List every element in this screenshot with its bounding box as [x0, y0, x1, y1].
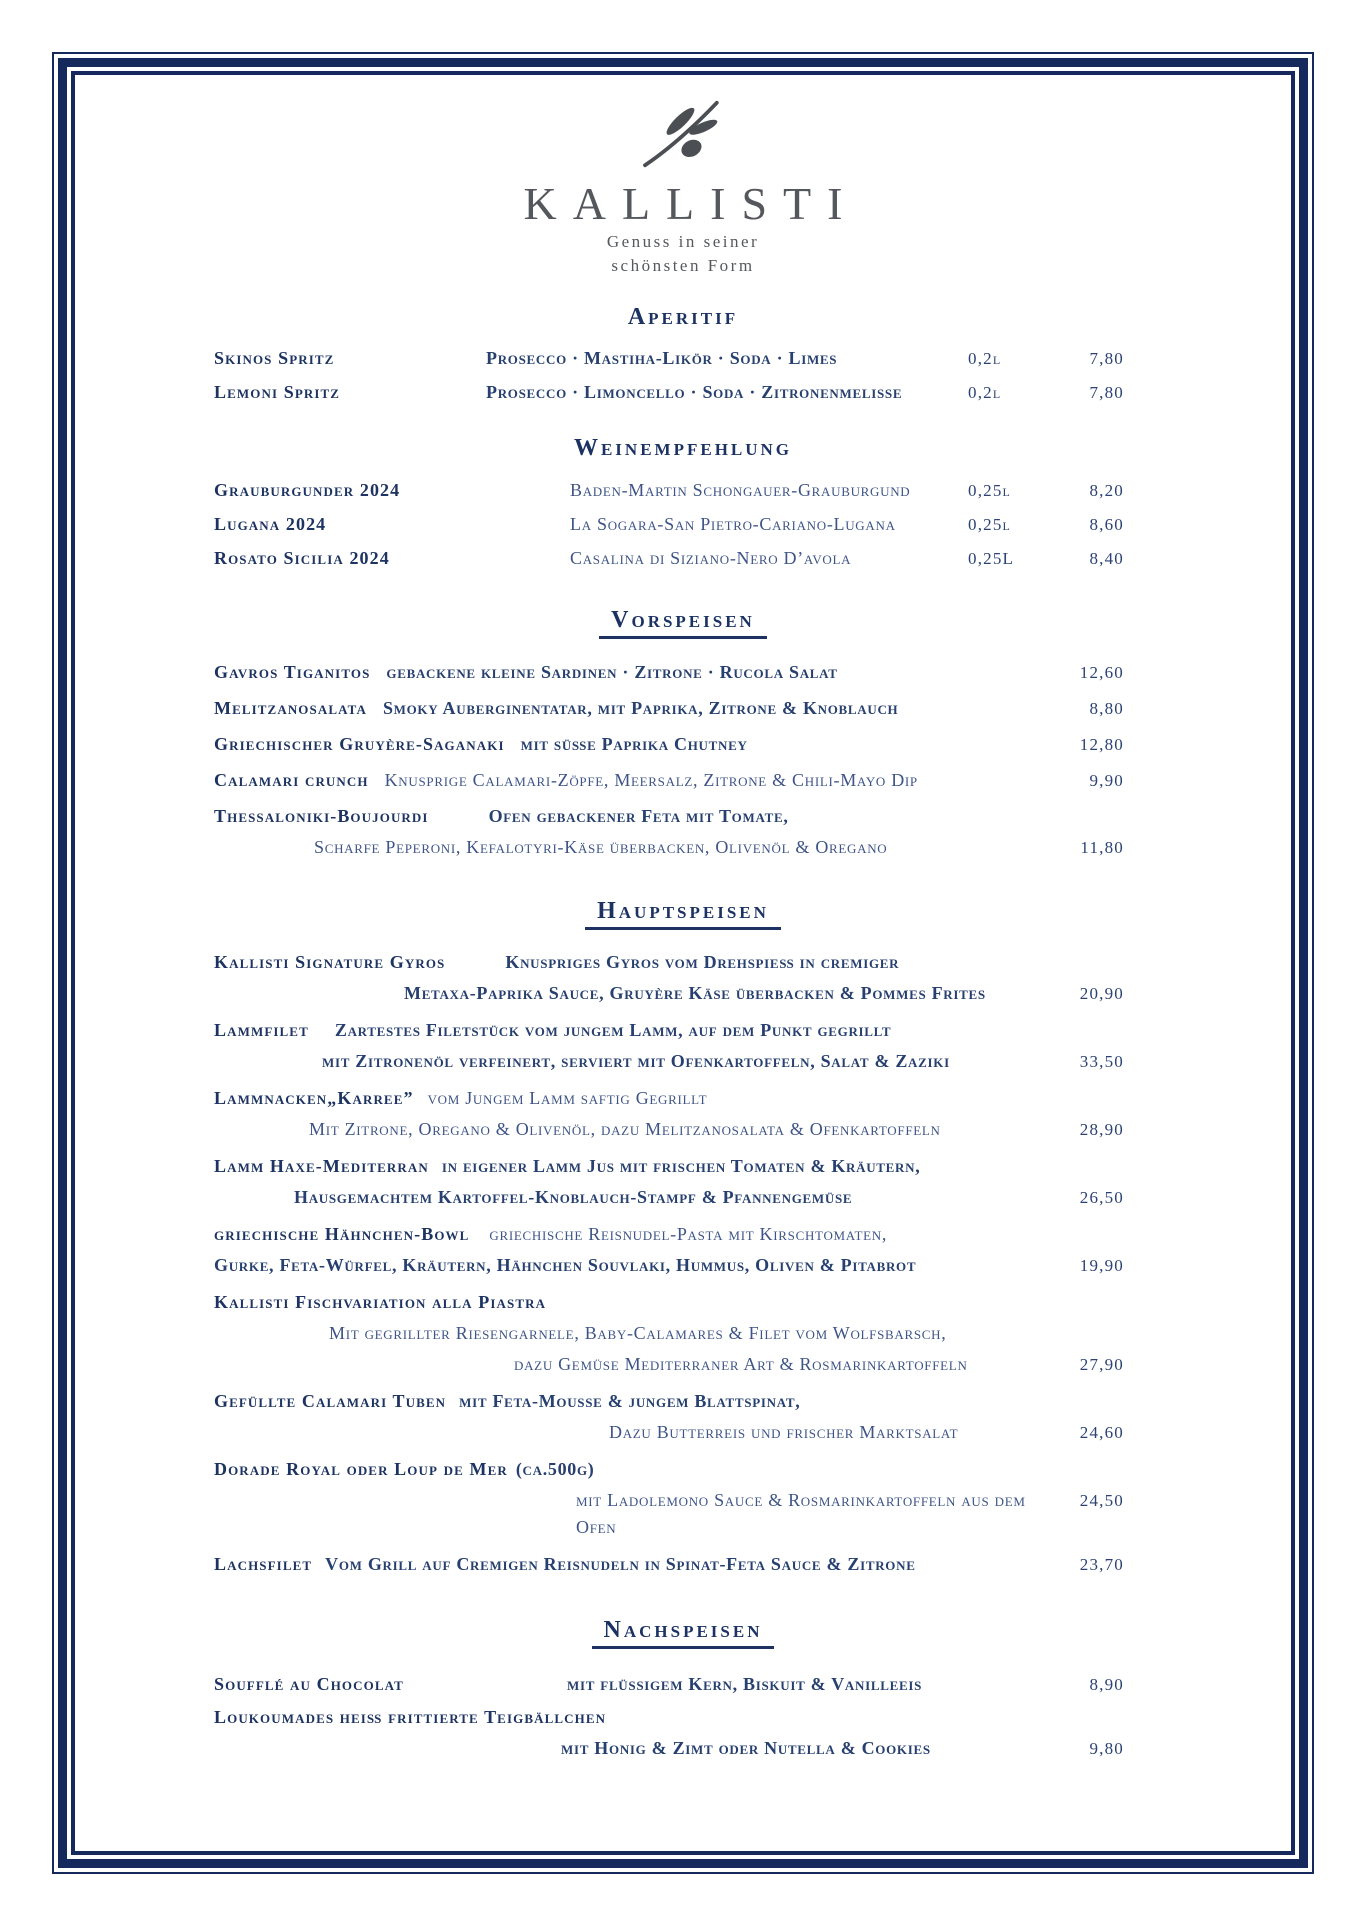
- item-price: 9,90: [1089, 771, 1124, 791]
- menu-section-haupt: [76, 897, 1290, 1578]
- menu-item-line: [76, 1487, 1290, 1541]
- menu-item-line: [76, 1221, 1290, 1248]
- menu-item: [76, 1456, 1290, 1541]
- item-description: Ofen gebackener Feta mit Tomate,: [488, 806, 789, 827]
- menu-item-line: [76, 1153, 1290, 1180]
- menu-item-line: [76, 1388, 1290, 1415]
- menu-item-line: [76, 1184, 1290, 1211]
- section-heading: [76, 897, 1290, 930]
- menu-item: [76, 545, 1290, 572]
- section-heading: [76, 434, 1290, 463]
- menu-item-line: [76, 949, 1290, 976]
- section-heading: [76, 606, 1290, 639]
- item-name: Lammnacken„Karree”: [214, 1088, 414, 1109]
- item-price: 9,80: [1089, 1738, 1124, 1758]
- menu-item: [76, 1551, 1290, 1578]
- item-volume: 0,25l: [968, 481, 1012, 501]
- item-volume: 0,2l: [968, 382, 1002, 402]
- menu-item-line: [76, 345, 1290, 372]
- item-description: gebackene kleine Sardinen · Zitrone · Rucola Salat: [386, 662, 838, 683]
- item-description: Prosecco · Mastiha-Likör · Soda · Limes: [486, 347, 838, 368]
- item-name: Skinos Spritz: [214, 347, 335, 368]
- item-price: 8,20: [1089, 481, 1124, 501]
- item-name: Melitzanosalata: [214, 698, 367, 719]
- item-description: Smoky Auberginentatar, mit Paprika, Zitrone & Knoblauch: [382, 698, 899, 719]
- menu-item: [76, 1017, 1290, 1075]
- item-description: Metaxa-Paprika Sauce, Gruyère Käse überbacken & Pommes Frites: [404, 983, 986, 1004]
- menu-item-line: [76, 695, 1290, 722]
- item-price: 28,90: [1079, 1120, 1124, 1140]
- menu-item-line: [76, 1351, 1290, 1378]
- menu-item: [76, 379, 1290, 406]
- menu-item-line: [76, 1289, 1290, 1316]
- menu-item: [76, 345, 1290, 372]
- section-heading: [76, 1616, 1290, 1649]
- menu-item-line: [76, 1456, 1290, 1483]
- item-description: Baden-Martin Schongauer-Grauburgund: [570, 480, 911, 501]
- item-name: Grauburgunder 2024: [214, 480, 401, 501]
- item-price: 23,70: [1079, 1555, 1124, 1575]
- menu-item-line: [76, 1735, 1290, 1762]
- item-price: 27,90: [1079, 1355, 1124, 1375]
- item-description: Hausgemachtem Kartoffel-Knoblauch-Stampf & Pfannengemüse: [294, 1187, 853, 1208]
- tagline-line-2: schönsten Form: [611, 256, 755, 276]
- menu-item-line: [76, 379, 1290, 406]
- item-description: Zartestes Filetstück vom jungem Lamm, auf dem Punkt gegrillt: [334, 1020, 892, 1041]
- item-price: 33,50: [1079, 1052, 1124, 1072]
- menu-item: [76, 1153, 1290, 1211]
- item-description: mit Honig & Zimt oder Nutella & Cookies: [561, 1737, 931, 1758]
- item-price: 12,60: [1079, 663, 1124, 683]
- menu-section-vorspeisen: [76, 606, 1290, 861]
- menu-item-line: [76, 659, 1290, 686]
- menu-item: [76, 1085, 1290, 1143]
- item-volume: 0,2l: [968, 348, 1002, 368]
- item-name: Lammfilet: [214, 1020, 309, 1041]
- tagline-line-1: Genuss in seiner: [606, 231, 760, 251]
- menu-item-line: [76, 511, 1290, 538]
- menu-item: [76, 767, 1290, 794]
- menu-item-line: [76, 980, 1290, 1007]
- menu-section-aperitif: [76, 303, 1290, 406]
- item-description: Prosecco · Limoncello · Soda · Zitronenmelisse: [486, 381, 903, 402]
- item-price: 20,90: [1079, 984, 1124, 1004]
- item-description: mit Feta-Mousse & jungem Blattspinat,: [459, 1391, 801, 1412]
- olive-branch-icon: [631, 96, 735, 172]
- section-heading: [76, 303, 1290, 332]
- menu-item: [76, 511, 1290, 538]
- restaurant-name: KALLISTI: [523, 178, 859, 229]
- item-name: Kallisti Signature Gyros: [214, 952, 446, 973]
- menu-item: [76, 659, 1290, 686]
- item-description: Gurke, Feta-Würfel, Kräutern, Hähnchen Souvlaki, Hummus, Oliven & Pitabrot: [214, 1255, 917, 1276]
- item-price: 26,50: [1079, 1188, 1124, 1208]
- item-description: dazu Gemüse Mediterraner Art & Rosmarinkartoffeln: [514, 1354, 968, 1375]
- item-description: griechische Reisnudel-Pasta mit Kirschtomaten,: [489, 1224, 888, 1245]
- menu-item-line: [76, 1116, 1290, 1143]
- item-name: griechische Hähnchen-Bowl: [214, 1224, 470, 1245]
- section-title: Vorspeisen: [599, 606, 767, 639]
- menu-content: [76, 76, 1290, 1850]
- item-description: Mit Zitrone, Oregano & Olivenöl, dazu Melitzanosalata & Ofenkartoffeln: [309, 1119, 941, 1140]
- menu-item: [76, 1289, 1290, 1378]
- menu-item-line: [76, 1671, 1290, 1698]
- menu-sections: [76, 303, 1290, 1762]
- menu-item-line: [76, 834, 1290, 861]
- item-description: vom Jungem Lamm saftig Gegrillt: [427, 1088, 708, 1109]
- item-price: 7,80: [1089, 348, 1124, 368]
- menu-item: [76, 1704, 1290, 1762]
- item-description: Dazu Butterreis und frischer Marktsalat: [609, 1422, 959, 1443]
- item-description: Vom Grill auf Cremigen Reisnudeln in Spinat-Feta Sauce & Zitrone: [325, 1554, 916, 1575]
- menu-item-line: [76, 803, 1290, 830]
- item-volume: 0,25L: [968, 549, 1015, 569]
- menu-item-line: [76, 767, 1290, 794]
- item-volume: 0,25l: [968, 515, 1012, 535]
- item-description: mit Ladolemono Sauce & Rosmarinkartoffeln aus dem Ofen: [576, 1490, 1026, 1538]
- menu-item: [76, 1388, 1290, 1446]
- menu-item: [76, 803, 1290, 861]
- item-price: 11,80: [1080, 838, 1124, 858]
- section-title: Nachspeisen: [592, 1616, 775, 1649]
- menu-item-line: [76, 1704, 1290, 1731]
- item-description: mit Zitronenöl verfeinert, serviert mit Ofenkartoffeln, Salat & Zaziki: [322, 1051, 950, 1072]
- section-title: Weinempfehlung: [573, 434, 793, 461]
- item-name: Thessaloniki-Boujourdi: [214, 806, 429, 827]
- item-description: in eigener Lamm Jus mit frischen Tomaten & Kräutern,: [441, 1156, 921, 1177]
- menu-item-line: [76, 1017, 1290, 1044]
- item-name: Dorade Royal oder Loup de Mer: [214, 1459, 508, 1480]
- item-description: Scharfe Peperoni, Kefalotyri-Käse überbacken, Olivenöl & Oregano: [314, 837, 888, 858]
- menu-item-line: [76, 1419, 1290, 1446]
- item-name: Gefüllte Calamari Tuben: [214, 1391, 447, 1412]
- item-name: Lamm Haxe-Mediterran: [214, 1156, 429, 1177]
- item-description: Knusprige Calamari-Zöpfe, Meersalz, Zitrone & Chili-Mayo Dip: [384, 770, 918, 791]
- item-name: Lachsfilet: [214, 1554, 313, 1575]
- menu-item: [76, 731, 1290, 758]
- section-title: Hauptspeisen: [585, 897, 781, 930]
- item-price: 8,90: [1089, 1674, 1124, 1694]
- menu-item-line: [76, 1320, 1290, 1347]
- item-price: 8,40: [1089, 549, 1124, 569]
- menu-item-line: [76, 1252, 1290, 1279]
- item-name: Loukoumades heiß frittierte Teigbällchen: [214, 1706, 607, 1727]
- item-price: 8,80: [1089, 699, 1124, 719]
- menu-section-wein: [76, 434, 1290, 573]
- item-description: Casalina di Siziano-Nero D’avola: [570, 548, 852, 569]
- item-name: Soufflé au Chocolat: [214, 1673, 404, 1694]
- item-price: 7,80: [1089, 382, 1124, 402]
- item-price: 24,50: [1079, 1491, 1124, 1511]
- menu-item: [76, 477, 1290, 504]
- menu-item-line: [76, 731, 1290, 758]
- restaurant-logo: [76, 76, 1290, 279]
- menu-item: [76, 695, 1290, 722]
- item-name: Lemoni Spritz: [214, 381, 341, 402]
- item-price: 12,80: [1079, 735, 1124, 755]
- item-name: Lugana 2024: [214, 514, 327, 535]
- menu-section-nach: [76, 1616, 1290, 1762]
- menu-item: [76, 1221, 1290, 1279]
- item-description: (ca.500g): [515, 1459, 595, 1480]
- item-name: Rosato Sicilia 2024: [214, 548, 390, 569]
- item-description: mit flüssigem Kern, Biskuit & Vanilleeis: [567, 1673, 923, 1694]
- item-name: Calamari crunch: [214, 770, 369, 791]
- item-name: Kallisti Fischvariation alla Piastra: [214, 1292, 547, 1313]
- item-price: 24,60: [1079, 1423, 1124, 1443]
- item-price: 19,90: [1079, 1256, 1124, 1276]
- item-description: La Sogara-San Pietro-Cariano-Lugana: [570, 514, 896, 535]
- menu-item-line: [76, 1085, 1290, 1112]
- item-description: mit süße Paprika Chutney: [520, 734, 748, 755]
- menu-item: [76, 949, 1290, 1007]
- item-name: Griechischer Gruyère-Saganaki: [214, 734, 505, 755]
- item-description: Mit gegrillter Riesengarnele, Baby-Calamares & Filet vom Wolfsbarsch,: [329, 1323, 947, 1344]
- menu-item: [76, 1671, 1290, 1698]
- menu-item-line: [76, 477, 1290, 504]
- item-price: 8,60: [1089, 515, 1124, 535]
- menu-item-line: [76, 1048, 1290, 1075]
- item-name: Gavros Tiganitos: [214, 662, 371, 683]
- section-title: Aperitif: [627, 303, 739, 330]
- item-description: Knuspriges Gyros vom Drehspieß in cremiger: [505, 952, 900, 973]
- menu-item-line: [76, 545, 1290, 572]
- menu-item-line: [76, 1551, 1290, 1578]
